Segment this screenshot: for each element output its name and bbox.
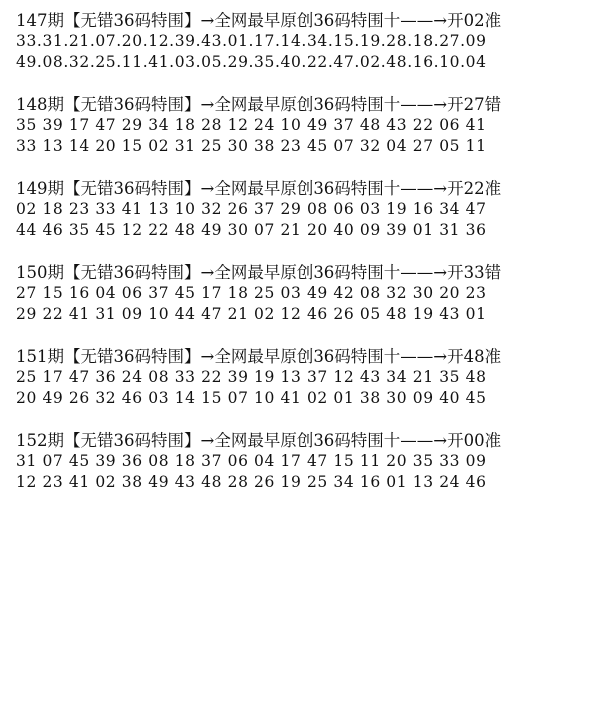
entry-151 xyxy=(16,346,586,409)
entry-148 xyxy=(16,94,586,157)
number-row: 31 07 45 39 36 08 18 37 06 04 17 47 15 11 20 35 33 09 xyxy=(16,452,487,470)
entry-147 xyxy=(16,10,586,73)
number-row: 35 39 17 47 29 34 18 28 12 24 10 49 37 48 43 22 06 41 xyxy=(16,116,487,134)
number-row: 29 22 41 31 09 10 44 47 21 02 12 46 26 05 48 19 43 01 xyxy=(16,305,487,323)
entry-header: 152期【无错36码特围】→全网最早原创36码特围十——→开00准 xyxy=(16,431,502,450)
entry-149 xyxy=(16,178,586,241)
entry-header: 149期【无错36码特围】→全网最早原创36码特围十——→开22准 xyxy=(16,179,502,198)
entry-152 xyxy=(16,430,586,493)
number-row: 27 15 16 04 06 37 45 17 18 25 03 49 42 08 32 30 20 23 xyxy=(16,284,487,302)
entry-header: 150期【无错36码特围】→全网最早原创36码特围十——→开33错 xyxy=(16,263,502,282)
number-row: 20 49 26 32 46 03 14 15 07 10 41 02 01 38 30 09 40 45 xyxy=(16,389,487,407)
number-row: 44 46 35 45 12 22 48 49 30 07 21 20 40 09 39 01 31 36 xyxy=(16,221,487,239)
entry-header: 148期【无错36码特围】→全网最早原创36码特围十——→开27错 xyxy=(16,95,502,114)
number-row: 02 18 23 33 41 13 10 32 26 37 29 08 06 03 19 16 34 47 xyxy=(16,200,487,218)
number-row: 49.08.32.25.11.41.03.05.29.35.40.22.47.02.48.16.10.04 xyxy=(16,53,487,71)
number-row: 33 13 14 20 15 02 31 25 30 38 23 45 07 32 04 27 05 11 xyxy=(16,137,487,155)
entry-150 xyxy=(16,262,586,325)
prediction-document xyxy=(16,10,586,514)
number-row: 12 23 41 02 38 49 43 48 28 26 19 25 34 16 01 13 24 46 xyxy=(16,473,487,491)
number-row: 25 17 47 36 24 08 33 22 39 19 13 37 12 43 34 21 35 48 xyxy=(16,368,487,386)
entry-header: 151期【无错36码特围】→全网最早原创36码特围十——→开48准 xyxy=(16,347,502,366)
number-row: 33.31.21.07.20.12.39.43.01.17.14.34.15.19.28.18.27.09 xyxy=(16,32,487,50)
entry-header: 147期【无错36码特围】→全网最早原创36码特围十——→开02准 xyxy=(16,11,502,30)
